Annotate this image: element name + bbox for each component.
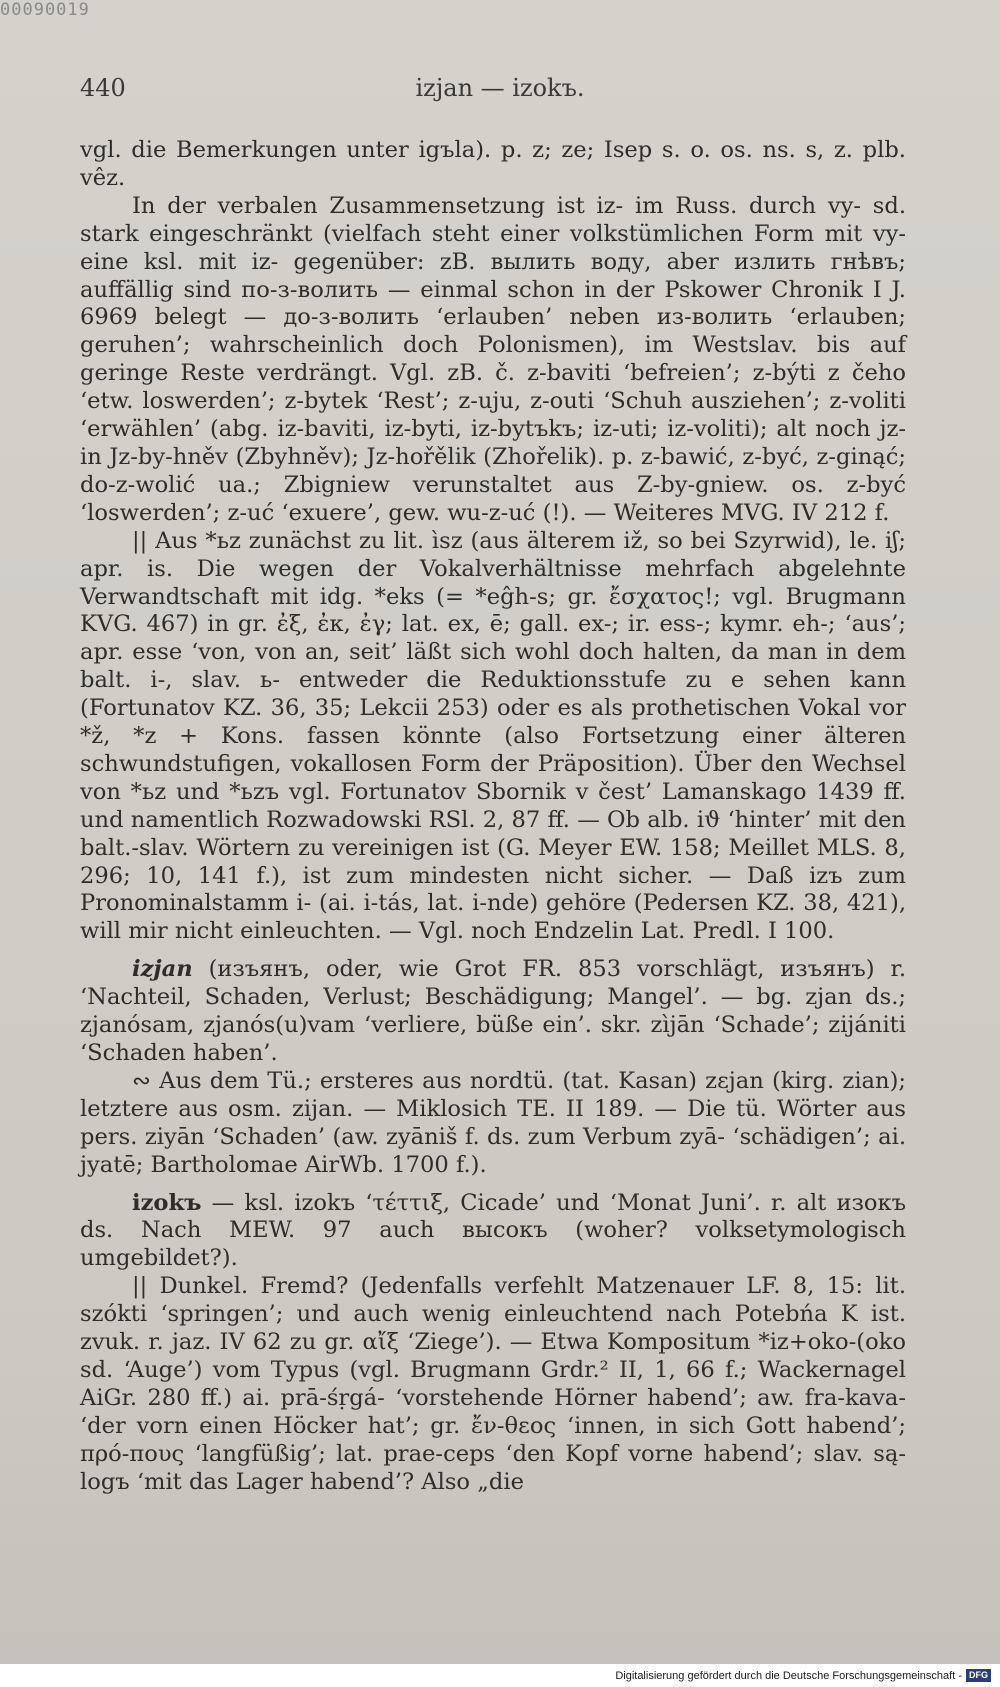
paragraph-continuation: vgl. die Bemerkungen unter igъla). p. z; ze; Isep s. o. os. ns. s, z. plb. vêz. bbox=[80, 137, 906, 191]
headword-izok: izokъ bbox=[132, 1189, 202, 1216]
digitization-credit bbox=[612, 1668, 994, 1683]
dictionary-body bbox=[80, 137, 906, 1497]
entry-izok-text: — ksl. izokъ ‘τέττιξ, Cicade’ und ‘Monat Juni’. r. alt изокъ ds. Nach MEW. 97 auch высокъ (woher? volksetymologisch umgebildet?). bbox=[80, 1189, 906, 1272]
paragraph-etymology-iz: || Aus *ьz zunächst zu lit. ìsz (aus älterem iž, so bei Szyrwid), le. iʃ; apr. is. Die wegen der Vokalverhältnisse mehrfach abgelehnte Verwandtschaft mit idg. *eks (= *eĝh-s; gr. ἔσχατος!; vgl. Brugmann KVG. 467) in gr. ἐξ, ἐκ, ἐγ; lat. ex, ē; gall. ex-; ir. ess-; kymr. eh-; ‘aus’; apr. esse ‘von, von an, seit’ läßt sich wohl doch halten, da man in dem balt. i-, slav. ь- entweder die Reduktionsstufe zu e sehen kann (Fortunatov KZ. 36, 35; Lekcii 253) oder es als prothetischen Vokal vor *ž, *z + Kons. fassen könnte (also Fortsetzung einer älteren schwundstufigen, vokallosen Form der Präposition). Über den Wechsel von *ьz und *ьzъ vgl. Fortunatov Sbornik v čest’ Lamanskago 1439 ff. und namentlich Rozwadowski RSl. 2, 87 ff. — Ob alb. iϑ ‘hinter’ mit den balt.-slav. Wörtern zu vereinigen ist (G. Meyer EW. 158; Meillet MLS. 8, 296; 10, 141 f.), ist zum mindesten nicht sicher. — Daß izъ zum Pronominalstamm i- (ai. i-tás, lat. i-nde) gehöre (Pedersen KZ. 38, 421), will mir nicht einleuchten. — Vgl. noch Endzelin Lat. Predl. I 100. bbox=[80, 527, 906, 945]
entry-izjan-text: (изъянъ, oder, wie Grot FR. 853 vorschlägt, изъянъ) r. ‘Nachteil, Schaden, Verlust; Beschädigung; Mangel’. — bg. zjan ds.; zjanósam, zjanós(u)vam ‘verliere, büße ein’. skr. zìjān ‘Schade’; zijániti ‘Schaden haben’. bbox=[80, 956, 906, 1066]
paragraph-verbal-composition: In der verbalen Zusammensetzung ist iz- im Russ. durch vy- sd. stark eingeschränkt (vielfach steht einer volkstümlichen Form mit vy- eine ksl. mit iz- gegenüber: zB. вылить воду, aber излить гнѣвъ; auffällig sind по-з-волить — einmal schon in der Pskower Chronik I J. 6969 belegt — до-з-волить ‘erlauben’ neben из-волить ‘erlauben; geruhen’; wahrscheinlich doch Polonismen), im Westslav. bis auf geringe Reste verdrängt. Vgl. zB. č. z-baviti ‘befreien’; z-býti z čeho ‘etw. loswerden’; z-bytek ‘Rest’; z-uju, z-outi ‘Schuh ausziehen’; z-voliti ‘erwählen’ (abg. iz-baviti, iz-byti, iz-bytъkъ; iz-uti; iz-voliti); alt noch jz- in Jz-by-hněv (Zbyhněv); Jz-hořělik (Zhořelik). p. z-bawić, z-być, z-ginąć; do-z-wolić ua.; Zbigniew verunstaltet aus Z-by-gniew. os. z-być ‘loswerden’; z-uć ‘exuere’, gew. wu-z-uć (!). — Weiteres MVG. IV 212 f. bbox=[80, 192, 907, 526]
paragraph-izjan-origin: ∾ Aus dem Tü.; ersteres aus nordtü. (tat. Kasan) zεjan (kirg. zian); letztere aus osm. zijan. — Miklosich TE. II 189. — Die tü. Wörter aus pers. ziyān ‘Schaden’ (aw. zyāniš f. ds. zum Verbum zyā- ‘schädigen’; ai. jyatē; Bartholomae AirWb. 1700 f.). bbox=[80, 1067, 906, 1178]
paragraph-izok-etymology: || Dunkel. Fremd? (Jedenfalls verfehlt Matzenauer LF. 8, 15: lit. szókti ‘springen’; und auch wenig einleuchtend nach Potebńa K ist. zvuk. r. jaz. IV 62 zu gr. αἴξ ‘Ziege’). — Etwa Kompositum *iz+oko-(oko sd. ‘Auge’) vom Typus (vgl. Brugmann Grdr.² II, 1, 66 f.; Wackernagel AiGr. 280 ff.) ai. prā-śṛgá- ‘vorstehende Hörner habend’; aw. fra-kava- ‘der vorn einen Höcker hat’; gr. ἔν-θεος ‘innen, in sich Gott habend’; πρό-πους ‘langfüßig’; lat. prae-ceps ‘den Kopf vorne habend’; slav. są-logъ ‘mit das Lager habend’? Also „die bbox=[80, 1273, 906, 1495]
headword-izjan: izjan bbox=[132, 956, 193, 983]
credit-text: Digitalisierung gefördert durch die Deutsche Forschungsgemeinschaft - bbox=[615, 1669, 962, 1682]
page-number: 440 bbox=[80, 74, 126, 102]
scan-id: 00090019 bbox=[0, 0, 90, 20]
dfg-logo: DFG bbox=[966, 1669, 991, 1682]
entry-izjan bbox=[80, 956, 906, 1068]
entry-izok bbox=[80, 1190, 906, 1274]
running-head: izjan — izokъ. bbox=[415, 74, 585, 102]
